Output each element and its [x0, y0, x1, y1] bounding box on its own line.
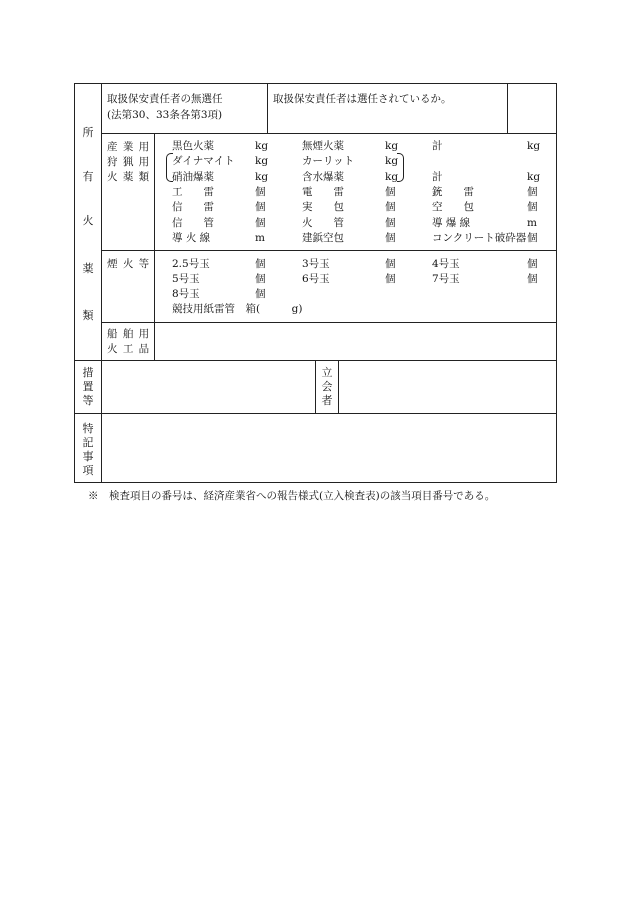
enka-cell-1-3: 個: [385, 273, 396, 285]
enka-cell-0-1: 個: [255, 258, 266, 270]
sangyo-cell-5-4: 導 爆 線: [432, 216, 471, 229]
header-col-divider: [101, 83, 102, 483]
enka-cell-2-1: 個: [255, 288, 266, 300]
sangyo-cell-1-2: カーリット: [302, 155, 355, 168]
sangyo-cell-4-3: 個: [385, 201, 396, 214]
enka-cell-0-0: 2.5号玉: [172, 258, 210, 270]
sangyo-cell-0-4: 計: [432, 140, 443, 152]
sangyo-cell-2-4: 計: [432, 170, 443, 183]
row-line-5: [74, 413, 557, 414]
row-header-char-2: 有: [82, 170, 94, 183]
row-line-3: [101, 322, 557, 323]
enka-cell-0-4: 4号玉: [432, 258, 460, 270]
sangyo-cell-6-2: 建鋲空包: [302, 231, 344, 244]
senpaku-label-1: 船 舶 用: [107, 328, 151, 340]
sangyo-cell-4-2: 実 包: [302, 201, 344, 214]
sangyo-cell-2-1: kg: [255, 170, 269, 183]
sangyo-cell-3-0: 工 雷: [172, 185, 214, 198]
sangyo-cell-6-3: 個: [385, 231, 396, 244]
sangyo-cell-0-2: 無煙火薬: [302, 140, 344, 152]
tokki-char-1: 特: [82, 422, 94, 435]
sangyo-cell-2-2: 含水爆薬: [302, 170, 344, 183]
senpaku-label-2: 火 工 品: [107, 343, 151, 355]
footnote: ※ 検査項目の番号は、経済産業省への報告様式(立入検査表)の該当項目番号である。: [88, 490, 496, 502]
enka-cell-1-5: 個: [527, 273, 538, 285]
sochi-char-1: 措: [82, 366, 94, 379]
enka-cell-2-0: 8号玉: [172, 288, 200, 300]
sangyo-cell-5-1: 個: [255, 216, 266, 229]
enka-cell-0-5: 個: [527, 258, 538, 270]
top-row-label-line2: (法第30、33条各第3項): [107, 109, 223, 121]
row-header-char-4: 薬: [82, 262, 94, 275]
sangyo-cell-3-2: 電 雷: [302, 185, 344, 198]
row-line-1: [101, 133, 557, 134]
sangyo-cell-0-0: 黒色火薬: [172, 140, 214, 152]
sangyo-cell-5-3: 個: [385, 216, 396, 229]
sangyo-cell-2-5: kg: [527, 170, 541, 183]
tachiai-char-1: 立: [321, 366, 333, 379]
sangyo-cell-2-3: kg: [385, 170, 399, 183]
sangyo-label-2: 狩 猟 用: [107, 156, 151, 168]
row-header-char-1: 所: [82, 126, 94, 139]
sochi-char-2: 置: [82, 380, 94, 393]
row-header-char-3: 火: [82, 214, 94, 227]
sangyo-cell-5-5: m: [527, 216, 537, 229]
sochi-divider-2: [338, 360, 339, 413]
tachiai-char-2: 会: [321, 380, 333, 393]
sangyo-cell-3-1: 個: [255, 185, 266, 198]
top-row-label-line1: 取扱保安責任者の無選任: [107, 93, 223, 105]
row-header-char-5: 類: [82, 309, 94, 322]
label-col-divider: [154, 133, 155, 360]
table-bottom-border: [74, 482, 557, 483]
sangyo-cell-0-3: kg: [385, 140, 399, 152]
sangyo-cell-3-3: 個: [385, 185, 396, 198]
enka-cell-1-1: 個: [255, 273, 266, 285]
sangyo-cell-4-0: 信 雷: [172, 201, 214, 214]
enka-cell-1-0: 5号玉: [172, 273, 200, 285]
enka-cell-0-3: 個: [385, 258, 396, 270]
tokki-char-4: 項: [82, 464, 94, 477]
tokki-char-3: 事: [82, 450, 94, 463]
sangyo-cell-1-3: kg: [385, 155, 399, 168]
sochi-char-3: 等: [82, 394, 94, 407]
sangyo-cell-0-1: kg: [255, 140, 269, 152]
enka-label: 煙 火 等: [107, 258, 151, 270]
sangyo-cell-6-1: m: [255, 231, 265, 244]
sangyo-cell-1-0: ダイナマイト: [172, 155, 235, 168]
tachiai-char-3: 者: [321, 394, 333, 407]
enka-last-line: 競技用紙雷管 箱( g): [172, 303, 303, 315]
sangyo-cell-4-5: 個: [527, 201, 538, 214]
sangyo-cell-3-5: 個: [527, 185, 538, 198]
sangyo-cell-6-5: 個: [527, 231, 538, 244]
enka-cell-1-2: 6号玉: [302, 273, 330, 285]
sochi-divider-1: [315, 360, 316, 413]
sangyo-cell-2-0: 硝油爆薬: [172, 170, 214, 183]
sangyo-cell-0-5: kg: [527, 140, 541, 152]
table-left-border: [74, 83, 75, 483]
sangyo-cell-5-2: 火 管: [302, 216, 344, 229]
sangyo-cell-3-4: 銃 雷: [432, 185, 474, 198]
table-right-border: [556, 83, 557, 483]
sangyo-cell-5-0: 信 管: [172, 216, 214, 229]
sangyo-cell-6-0: 導 火 線: [172, 231, 211, 244]
top-row-divider-2: [507, 83, 508, 133]
sangyo-cell-4-4: 空 包: [432, 201, 474, 214]
sangyo-cell-6-4: コンクリート破砕器: [432, 231, 527, 244]
tokki-char-2: 記: [82, 436, 94, 449]
sangyo-cell-1-1: kg: [255, 155, 269, 168]
sangyo-cell-4-1: 個: [255, 201, 266, 214]
top-row-question: 取扱保安責任者は選任されているか。: [273, 93, 452, 105]
row-line-2: [101, 250, 557, 251]
enka-cell-0-2: 3号玉: [302, 258, 330, 270]
top-row-divider-1: [267, 83, 268, 133]
sangyo-label-1: 産 業 用: [107, 141, 151, 153]
enka-cell-1-4: 7号玉: [432, 273, 460, 285]
sangyo-label-3: 火 薬 類: [107, 171, 151, 183]
table-top-border: [74, 83, 557, 84]
